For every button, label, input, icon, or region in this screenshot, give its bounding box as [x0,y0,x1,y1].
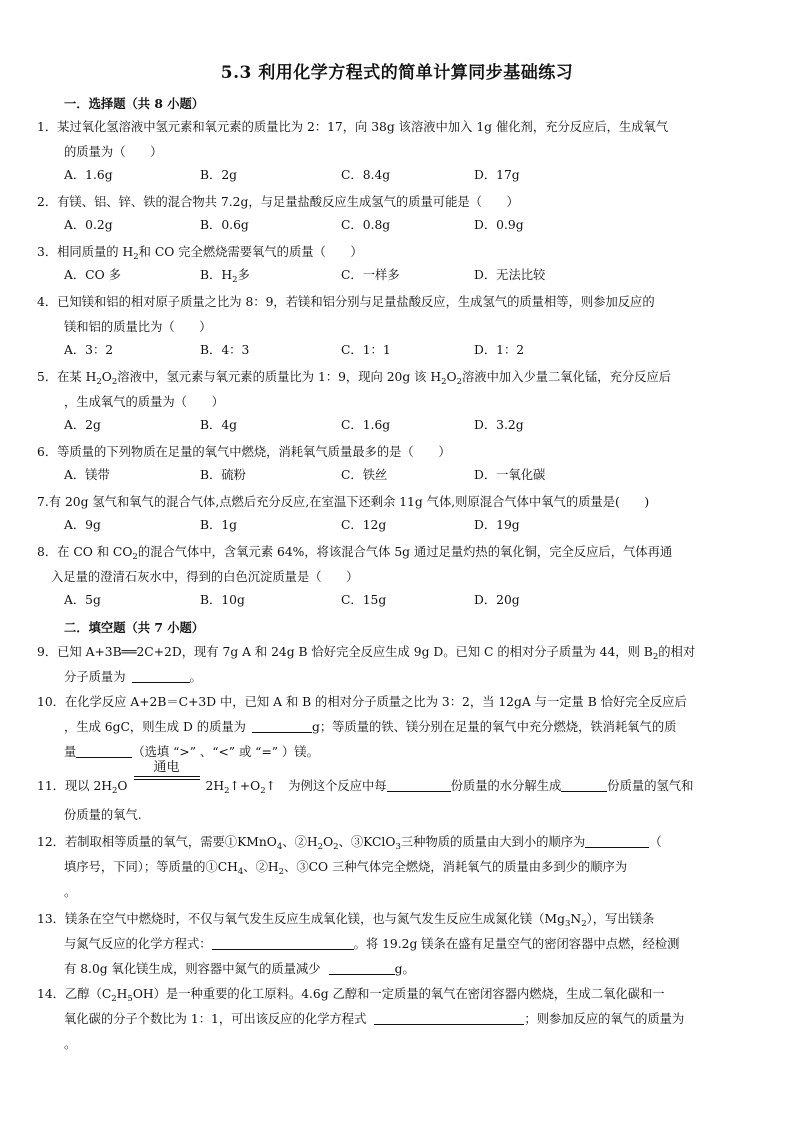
question-12-line-3: 。 [64,885,77,899]
question-2-options [64,215,744,240]
q9-text-c: 的相对 [658,645,696,659]
q9-text-d: 分子质量为 [64,670,126,684]
question-7 [37,490,749,515]
q11-text-c: 2H [205,779,225,793]
answer-blank[interactable] [329,960,395,975]
q13-sub-a: 3 [565,919,571,929]
option-b-text-a: B．H [200,268,233,282]
option-b[interactable]: B．4g [200,418,238,432]
option-b[interactable]: B．硫粉 [200,468,246,482]
q14-text-b: H [116,987,128,1001]
question-10-line-2 [37,715,749,740]
question-13-line-3 [37,957,749,982]
q12-text-i: 、③CO 三种气体完全燃烧，消耗氧气的质量由多到少的顺序为 [284,860,628,874]
question-13 [37,907,749,982]
q14-text-a: 14．乙醇（C [37,987,112,1001]
q13-text-g: g。 [394,962,415,976]
section-heading-choice: 一．选择题（共 8 小题） [64,96,205,111]
q11-text-a: 11．现以 2H [37,779,112,793]
option-a[interactable]: A．0.2g [64,218,113,232]
q13-text-e: 。将 19.2g 镁条在盛有足量空气的密闭容器中点燃，经检测 [353,937,680,951]
q11-text-g: 份质量的氢气和 [607,779,694,793]
q13-text-b: N [570,912,582,926]
q12-sub-d: 3 [395,842,401,852]
question-1-options [64,165,744,190]
option-a[interactable]: A．1.6g [64,168,113,182]
question-14-line-2 [37,1007,749,1032]
q8-sub: 2 [132,552,138,562]
option-b-text-b: 多 [237,268,250,282]
question-9-line-1 [37,640,749,665]
q5-text-e: 溶液中加入少量二氧化锰，充分反应后 [462,370,672,384]
option-d[interactable]: D．19g [474,518,520,532]
question-1-line-2: 的质量为（ ） [64,145,163,159]
q9-text-b: 2C+2D，现有 7g A 和 24g B 恰好完全反应生成 9g D。已知 C 的相对分子质量为 44，则 B [136,645,653,659]
q11-text-e: ↑ 为例这个反应中每 [265,779,387,793]
option-b[interactable]: B．4：3 [200,343,250,357]
question-3-line-1 [37,240,749,265]
question-12-line-1 [37,830,749,855]
answer-blank[interactable] [132,668,190,683]
question-12-line-2 [37,855,749,880]
q10-text-c: 量 [64,745,77,759]
question-8-line-2: 入足量的澄清石灰水中，得到的白色沉淀质量是（ ） [51,570,359,584]
option-d[interactable]: D．20g [474,593,520,607]
q14-sub-a: 2 [111,994,117,1004]
option-c[interactable]: C．15g [341,593,387,607]
question-8-options [64,590,744,615]
q12-sub-b: 2 [317,842,324,852]
q5-text-a: 5．在某 H [37,370,97,384]
option-c[interactable]: C．一样多 [341,268,400,282]
equals-sign: ══ [121,645,137,659]
q3-sub: 2 [133,252,139,262]
question-2-line-1: 2．有镁、铝、锌、铁的混合物共 7.2g，与足量盐酸反应生成氢气的质量可能是（ ） [37,195,519,209]
q11-sub-c: 2 [260,786,266,796]
option-d[interactable]: D．1：2 [474,343,525,357]
question-9 [37,640,749,690]
q13-text-a: 13．镁条在空气中燃烧时，不仅与氧气发生反应生成氧化镁，也与氮气发生反应生成氮化镁（Mg [37,912,565,926]
question-5 [37,365,749,415]
question-4 [37,290,749,340]
q12-text-h: 、②H [243,860,279,874]
question-5-line-1 [37,365,749,390]
option-c[interactable]: C．12g [341,518,387,532]
question-2 [37,190,749,215]
q12-text-e: 三种物质的质量由大到小的顺序为 [400,835,586,849]
q5-text-d: O [446,370,457,384]
q5-sub-c: 2 [441,377,447,387]
question-1-line-1: 1．某过氧化氢溶液中氢元素和氧元素的质量比为 2：17，向 38g 该溶液中加入 1g 催化剂，充分反应后，生成氧气 [37,120,669,134]
q10-text-b: g；等质量的铁、镁分别在足量的氧气中充分燃烧，铁消耗氧气的质 [311,720,677,734]
option-c[interactable]: C．0.8g [341,218,391,232]
option-a[interactable]: A．CO 多 [64,268,121,282]
option-b[interactable] [200,265,250,283]
question-4-options [64,340,744,365]
question-5-options [64,415,744,440]
q14-text-d: 氧化碳的分子个数比为 1：1，可出该反应的化学方程式 [64,1012,367,1026]
answer-blank[interactable] [561,777,607,792]
q14-sub-b: 5 [127,994,133,1004]
question-6 [37,440,749,465]
q12-text-d: 、③KClO [338,835,396,849]
question-7-line-1: 7.有 20g 氢气和氧气的混合气体,点燃后充分反应,在室温下还剩余 11g 气体,则原混合气体中氧气的质量是( ) [37,495,650,509]
q12-sub-f: 2 [278,867,285,877]
question-5-line-2: ，生成氧气的质量为（ ） [64,395,224,409]
option-d[interactable]: D．3.2g [474,418,524,432]
answer-blank[interactable] [76,743,132,758]
question-4-line-1: 4．已知镁和铝的相对原子质量之比为 8：9，若镁和铝分别与足量盐酸反应，生成氢气的质量相等，则参加反应的 [37,295,655,309]
option-d[interactable]: D．0.9g [474,218,524,232]
option-a[interactable]: A．5g [64,593,101,607]
question-11 [37,760,749,828]
answer-blank[interactable] [585,833,649,848]
option-b[interactable]: B．0.6g [200,218,249,232]
question-14-line-3: 。 [64,1037,77,1051]
q5-sub-d: 2 [456,377,462,387]
question-8 [37,540,749,590]
q11-text-f: 份质量的水分解生成 [450,779,562,793]
q3-text-b: 和 CO 完全燃烧需要氧气的质量（ ） [138,245,363,259]
question-11-line-2: 份质量的氧气. [64,808,142,822]
question-12 [37,830,749,905]
question-9-line-2 [37,665,749,690]
q13-text-f: 有 8.0g 氧化镁生成，则容器中氮气的质量减少 [64,962,321,976]
q12-text-a: 12．若制取相等质量的氧气，需要①KMnO [37,835,277,849]
question-8-line-1 [37,540,749,565]
q8-text-b: 的混合气体中，含氧元素 64%，将该混合气体 5g 通过足量灼热的氧化铜，完全反应后，气体再通 [137,545,673,559]
option-a[interactable]: A．2g [64,418,101,432]
option-d[interactable]: D．17g [474,168,520,182]
q12-text-b: 、②H [282,835,318,849]
q12-text-c: O [323,835,334,849]
option-a[interactable]: A．9g [64,518,101,532]
answer-blank[interactable] [252,718,312,733]
q9-text-e: 。 [189,670,202,684]
q13-sub-b: 2 [581,919,587,929]
question-11-line-1 [37,760,749,799]
q12-text-f: （ [649,835,662,849]
option-b[interactable]: B．2g [200,168,238,182]
option-b-sub: 2 [232,275,238,285]
section-heading-fill: 二．填空题（共 7 小题） [64,620,205,635]
q12-sub-c: 2 [333,842,339,852]
q3-text-a: 3．相同质量的 H [37,245,134,259]
question-7-options [64,515,744,540]
option-c[interactable]: C．1.6g [341,418,391,432]
q5-sub-b: 2 [111,377,118,387]
reaction-condition-arrow [134,760,200,792]
q12-sub-e: 4 [237,867,244,877]
q8-text-a: 8．在 CO 和 CO [37,545,133,559]
question-1 [37,115,749,165]
q5-sub-a: 2 [96,377,102,387]
q12-sub-a: 4 [276,842,283,852]
page-title: 5.3 利用化学方程式的简单计算同步基础练习 [220,63,574,83]
q11-sub-a: 2 [112,786,118,796]
question-13-line-1 [37,907,749,932]
q5-text-b: O [101,370,112,384]
q12-text-g: 填序号，下同）；等质量的①CH [64,860,238,874]
q11-sub-b: 2 [224,786,230,796]
option-d[interactable]: D．一氧化碳 [474,468,546,482]
option-b[interactable]: B．10g [200,593,245,607]
option-a[interactable]: A．镁带 [64,468,110,482]
question-6-options [64,465,744,490]
q14-text-c: OH）是一种重要的化工原料。4.6g 乙醇和一定质量的氧气在密闭容器内燃烧，生成二氧化碳和一 [132,987,665,1001]
option-b[interactable]: B．1g [200,518,238,532]
answer-blank[interactable] [212,935,354,950]
question-10-line-1: 10．在化学反应 A+2B＝C+3D 中，已知 A 和 B 的相对分子质量之比为 3：2，当 12gA 与一定量 B 恰好完全反应后 [37,695,687,709]
option-c[interactable]: C．铁丝 [341,468,388,482]
option-c[interactable]: C．1：1 [341,343,391,357]
q10-text-a: ，生成 6gC，则生成 D 的质量为 [64,720,246,734]
q10-text-d: （选填 “>” 、“<” 或 “=” ）镁。 [132,745,319,759]
q9-text-a: 9．已知 A+3B [37,645,122,659]
option-a[interactable]: A．3：2 [64,343,114,357]
q11-text-b: O [117,779,128,793]
question-4-line-2: 镁和铝的质量比为（ ） [64,320,212,334]
question-14-line-1 [37,982,749,1007]
option-c[interactable]: C．8.4g [341,168,391,182]
question-3 [37,240,749,265]
q11-text-d: ↑+O [229,779,261,793]
q5-text-c: 溶液中，氢元素与氧元素的质量比为 1：9，现向 20g 该 H [117,370,442,384]
q14-text-e: ；则参加反应的氧气的质量为 [524,1012,685,1026]
question-6-line-1: 6．等质量的下列物质在足量的氧气中燃烧，消耗氧气质量最多的是（ ） [37,445,451,459]
q13-text-c: ），写出镁条 [586,912,655,926]
answer-blank[interactable] [374,1010,524,1025]
q9-sub: 2 [652,652,659,662]
option-d[interactable]: D．无法比较 [474,268,546,282]
condition-label: 通电 [153,760,180,775]
q13-text-d: 与氮气反应的化学方程式： [64,937,212,951]
question-13-line-2 [37,932,749,957]
answer-blank[interactable] [387,777,451,792]
question-14 [37,982,749,1057]
question-3-options [64,265,744,290]
question-10 [37,690,749,765]
